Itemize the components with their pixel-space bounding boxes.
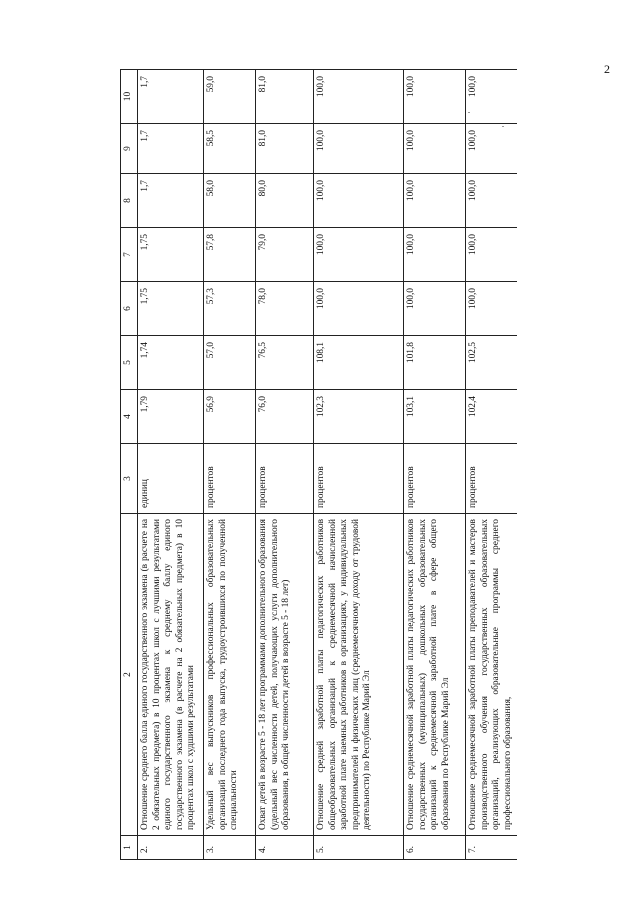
unit-cell: единиц [138,444,204,514]
value-cell: 1,75 [138,228,204,282]
value-cell: 100,0 [466,174,518,228]
value-cell: 100,0 [404,228,466,282]
indicator-text: Удельный вес выпускников профессиональных образовательных организаций последнего года выпуска, трудоустроившихся по полученной специальности [204,514,256,836]
value-cell: 101,8 [404,336,466,390]
row-number: 6. [404,836,466,860]
header-cell: 9 [121,124,138,174]
value-cell: 58,5 [204,124,256,174]
table-row [204,70,256,860]
value-cell: 100,0 [404,174,466,228]
header-cell: 2 [121,514,138,836]
value-cell: 1,74 [138,336,204,390]
row-number: 4. [256,836,314,860]
header-cell: 4 [121,390,138,444]
value-cell: 100,0 [404,70,466,124]
header-cell: 7 [121,228,138,282]
value-cell: 103,1 [404,390,466,444]
value-cell: 78,0 [256,282,314,336]
value-cell: 1,7 [138,70,204,124]
unit-cell: процентов [204,444,256,514]
unit-cell: процентов [314,444,404,514]
header-cell: 6 [121,282,138,336]
indicators-table [120,69,517,860]
unit-cell: процентов [256,444,314,514]
indicator-text: Охват детей в возрасте 5 - 18 лет программами дополнительного образования (удельный вес численности детей, получающих услуги дополнительного образования, в общей численности детей в возрасте 5 - 18 лет) [256,514,314,836]
value-cell: 1,75 [138,282,204,336]
table-row [256,70,314,860]
indicator-text: Отношение среднемесячной заработной платы педагогических работников государственных (муниципальных) дошкольных образовательных организаций к среднемесячной заработной плате в сфере общего образования по Республике Марий Эл [404,514,466,836]
rotated-table-container [120,70,513,860]
indicator-text: Отношение среднемесячной заработной платы преподавателей и мастеров производственного обучения государственных образовательных организаций, реализующих образовательные программы среднего профессионального образования, [466,514,518,836]
row-number: 5. [314,836,404,860]
row-number: 2. [138,836,204,860]
value-cell: 102,4 [466,390,518,444]
value-cell: 102,5 [466,336,518,390]
header-row [121,70,138,860]
value-cell: 1,7 [138,124,204,174]
value-cell: 100,0 [314,70,404,124]
page-number: 2 [604,62,610,76]
value-cell: 100,0 [466,70,518,124]
table-row [466,70,518,860]
value-cell: 100,0 [404,282,466,336]
value-cell: 100,0 [466,228,518,282]
table-row [404,70,466,860]
value-cell: 1,7 [138,174,204,228]
value-cell: 100,0 [314,174,404,228]
value-cell: 100,0 [466,124,518,174]
table-row [138,70,204,860]
value-cell: 100,0 [404,124,466,174]
value-cell: 102,3 [314,390,404,444]
unit-cell: процентов [466,444,518,514]
value-cell: 59,0 [204,70,256,124]
row-number: 3. [204,836,256,860]
header-cell: 1 [121,836,138,860]
value-cell: 57,0 [204,336,256,390]
header-cell: 3 [121,444,138,514]
value-cell: 100,0 [466,282,518,336]
header-cell: 8 [121,174,138,228]
value-cell: 100,0 [314,282,404,336]
value-cell: 57,8 [204,228,256,282]
header-cell: 5 [121,336,138,390]
value-cell: 81,0 [256,124,314,174]
value-cell: 1,79 [138,390,204,444]
table-row [314,70,404,860]
value-cell: 81,0 [256,70,314,124]
value-cell: 58,0 [204,174,256,228]
value-cell: 76,0 [256,390,314,444]
value-cell: 100,0 [314,124,404,174]
unit-cell: процентов [404,444,466,514]
value-cell: 56,9 [204,390,256,444]
value-cell: 108,1 [314,336,404,390]
header-cell: 10 [121,70,138,124]
value-cell: 79,0 [256,228,314,282]
value-cell: 100,0 [314,228,404,282]
indicator-text: Отношение среднего балла единого государственного экзамена (в расчете на 2 обязательных предмета) в 10 процентах школ с лучшими результатами единого государственного экзамена к среднему баллу единого государственного экзамена (в расчете на 2 обязательных предмета) в 10 процентах школ с худшими результатами [138,514,204,836]
value-cell: 80,0 [256,174,314,228]
value-cell: 57,3 [204,282,256,336]
value-cell: 76,5 [256,336,314,390]
indicator-text: Отношение средней заработной платы педагогических работников общеобразовательных организаций к среднемесячной начисленной заработной плате наемных работников в организациях, у индивидуальных предпринимателей и физических лиц (среднемесячному доходу от трудовой деятельности) по Республике Марий Эл [314,514,404,836]
row-number: 7. [466,836,518,860]
